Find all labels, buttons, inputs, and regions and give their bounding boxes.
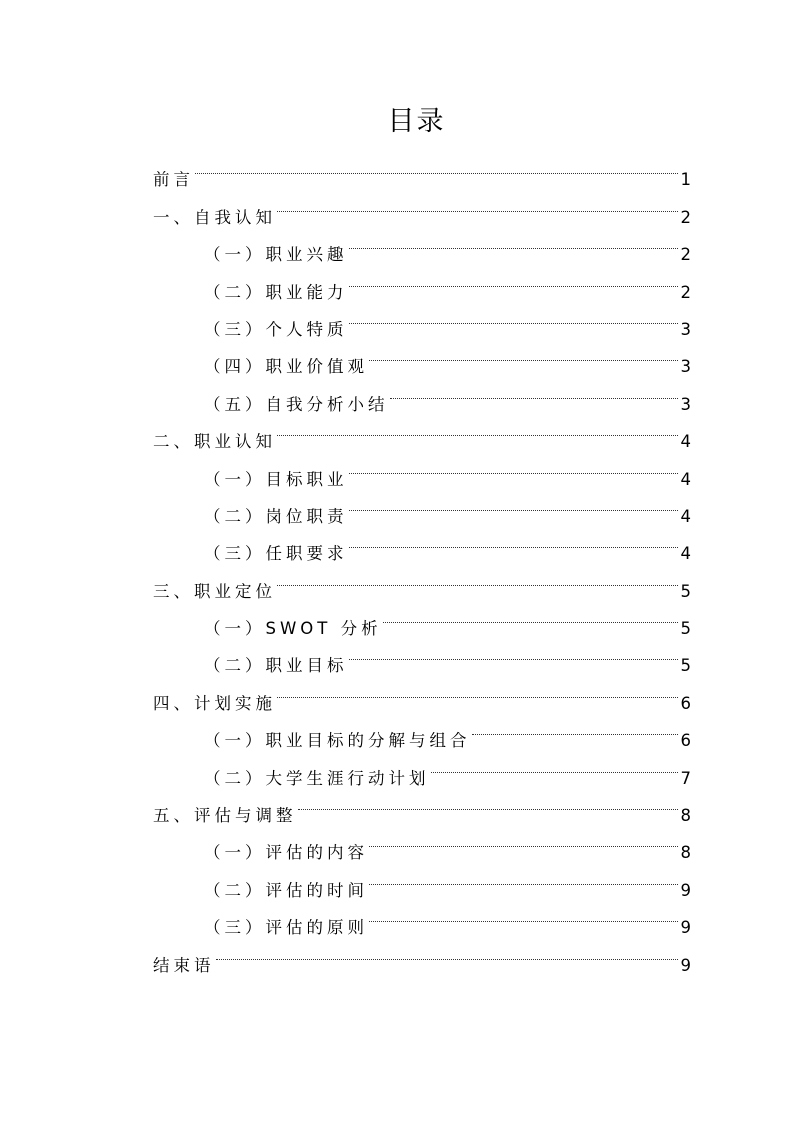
toc-entry-text: （二）职业目标 — [204, 656, 348, 676]
toc-entry-text: 五、评估与调整 — [153, 806, 297, 826]
toc-dot-leader — [195, 148, 678, 185]
toc-page-number: 3 — [680, 319, 691, 339]
toc-page-number: 3 — [680, 357, 691, 377]
toc-entry[interactable] — [153, 185, 691, 227]
toc-dot-leader — [431, 746, 678, 783]
toc-dot-leader — [369, 858, 678, 895]
toc-dot-leader — [369, 821, 678, 858]
toc-dot-leader — [349, 223, 678, 260]
toc-page-number: 6 — [680, 731, 691, 751]
toc-entry-text: 结束语 — [153, 955, 215, 975]
toc-dot-leader — [216, 933, 678, 970]
toc-page-number: 5 — [680, 619, 691, 639]
toc-page-number: 2 — [680, 282, 691, 302]
toc-page-number: 3 — [680, 394, 691, 414]
toc-page-number: 4 — [680, 506, 691, 526]
toc-entry-text: 一、自我认知 — [153, 207, 276, 227]
toc-page-number: 1 — [680, 170, 691, 190]
toc-entry-text: （三）任职要求 — [204, 544, 348, 564]
toc-page-number: 2 — [680, 245, 691, 265]
toc-entry-text: （二）职业能力 — [204, 282, 348, 302]
toc-dot-leader — [369, 896, 678, 933]
toc-page-number: 4 — [680, 469, 691, 489]
toc-entry-text: （三）评估的原则 — [204, 918, 368, 938]
toc-page-number: 9 — [680, 880, 691, 900]
toc-page-number: 2 — [680, 207, 691, 227]
toc-entry-text: （一）评估的内容 — [204, 843, 368, 863]
toc-dot-leader — [349, 634, 678, 671]
toc-page-number: 5 — [680, 581, 691, 601]
toc-page-number: 9 — [680, 955, 691, 975]
toc-entry-text: 前言 — [153, 170, 194, 190]
toc-entry-text: （三）个人特质 — [204, 319, 348, 339]
toc-entry-text: （二）评估的时间 — [204, 880, 368, 900]
toc-entry-text: （四）职业价值观 — [204, 357, 368, 377]
toc-dot-leader — [349, 298, 678, 335]
toc-list — [153, 148, 691, 975]
toc-dot-leader — [277, 185, 678, 222]
toc-entry-text: 四、计划实施 — [153, 693, 276, 713]
toc-page-number: 6 — [680, 693, 691, 713]
toc-entry-text: （一）SWOT 分析 — [204, 619, 382, 639]
toc-entry-text: （二）岗位职责 — [204, 506, 348, 526]
toc-entry[interactable] — [153, 148, 691, 190]
toc-page-number: 4 — [680, 432, 691, 452]
toc-dot-leader — [349, 485, 678, 522]
toc-page-number: 8 — [680, 806, 691, 826]
toc-dot-leader — [369, 335, 678, 372]
toc-dot-leader — [277, 559, 678, 596]
toc-entry-text: （一）职业兴趣 — [204, 245, 348, 265]
toc-dot-leader — [349, 522, 678, 559]
toc-entry-text: （二）大学生涯行动计划 — [204, 768, 430, 788]
toc-entry-text: （一）职业目标的分解与组合 — [204, 731, 471, 751]
toc-entry-text: （五）自我分析小结 — [204, 394, 389, 414]
toc-dot-leader — [349, 447, 678, 484]
toc-page-number: 7 — [680, 768, 691, 788]
toc-dot-leader — [472, 709, 678, 746]
toc-dot-leader — [383, 597, 678, 634]
toc-entry-text: 三、职业定位 — [153, 581, 276, 601]
toc-title: 目录 — [387, 106, 446, 137]
toc-entry-text: （一）目标职业 — [204, 469, 348, 489]
toc-page-number: 4 — [680, 544, 691, 564]
toc-dot-leader — [390, 372, 678, 409]
toc-dot-leader — [277, 671, 678, 708]
toc-page-number: 9 — [680, 918, 691, 938]
toc-dot-leader — [349, 260, 678, 297]
toc-entry-text: 二、职业认知 — [153, 432, 276, 452]
toc-page-number: 5 — [680, 656, 691, 676]
toc-dot-leader — [277, 410, 678, 447]
toc-dot-leader — [298, 784, 678, 821]
toc-entry[interactable] — [153, 933, 691, 975]
toc-page-number: 8 — [680, 843, 691, 863]
